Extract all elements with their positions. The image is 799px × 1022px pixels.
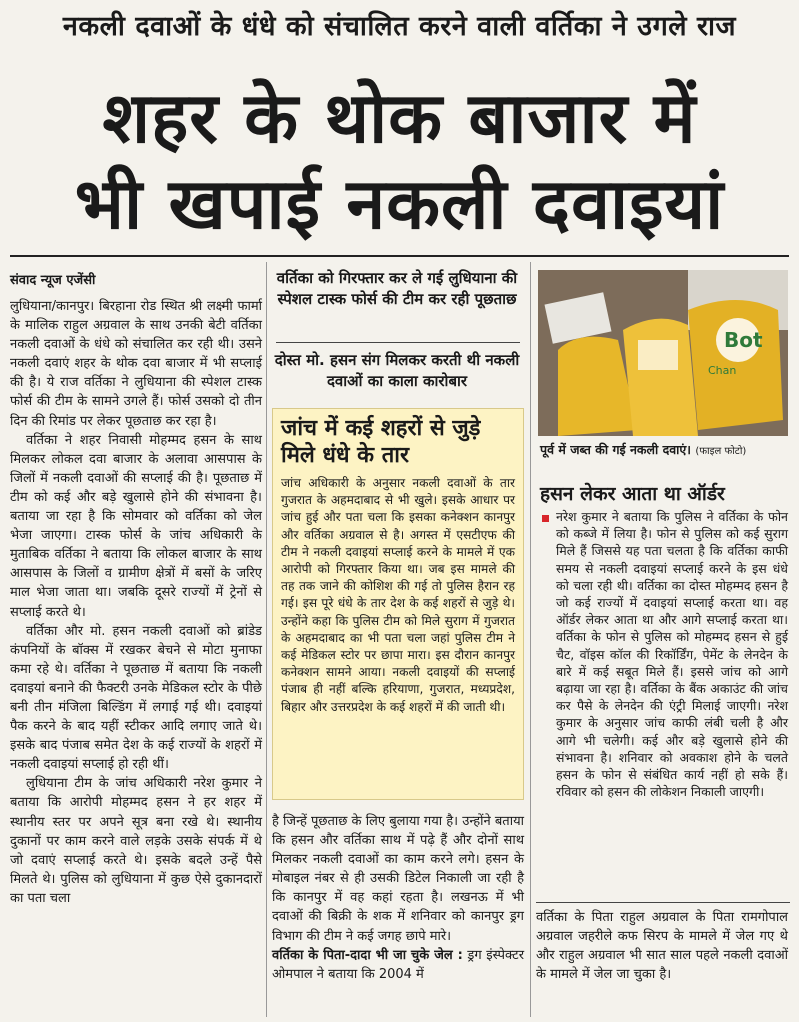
- right-column: [556, 508, 788, 800]
- right-bottom-column: [536, 908, 788, 984]
- kicker: नकली दवाओं के धंधे को संचालित करने वाली वर्तिका ने उगले राज: [62, 11, 737, 42]
- left-column: [10, 297, 262, 908]
- byline: संवाद न्यूज एजेंसी: [10, 273, 96, 288]
- left-paragraph: लुधियाना/कानपुर। बिरहाना रोड स्थित श्री लक्ष्मी फार्मा के मालिक राहुल अग्रवाल के साथ उनकी बेटी वर्तिका नकली दवाओं के धंधे को संचालित कर रही थी। उसने नकली दवाएं शहर के थोक दवा बाजार में भी सप्लाई की है। ये राज वर्तिका ने लुधियाना की स्पेशल टास्क फोर्स की टीम के सामने उगले हैं। फोर्स उसको दो तीन दिन की रिमांड पर लेकर पूछताछ कर रहा है।: [10, 299, 262, 429]
- headline-rule: [10, 255, 789, 257]
- mid-lower-tail: ड्रग इंस्पेक्टर ओमपाल ने बताया कि 2004 में: [272, 947, 525, 982]
- headline-line-2: भी खपाई नकली दवाइयां: [74, 163, 725, 245]
- mid-lower-column: [272, 812, 524, 984]
- bullet-square: [542, 515, 549, 522]
- left-paragraph: वर्तिका ने शहर निवासी मोहम्मद हसन के साथ मिलकर लोकल दवा बाजार के अलावा आसपास के जिलों में नकली दवाओं की सप्लाई की है। पूछताछ में टीम को कई और बड़े खुलासे होने की संभावना है। बताया जा रहा है कि सोमवार को वर्तिका को जेल भेजा जाएगा। टास्क फोर्स के जांच अधिकारी के मुताबिक वर्तिका ने बताया कि लोकल बाजार के साथ आसपास के जिलों व ग्रामीण क्षेत्रों में बसों के जरिए माल भेजा जाता था। जबकि दूसरे राज्यों में ट्रेनों से सप्लाई करते थे।: [10, 432, 262, 620]
- right-bottom-text: वर्तिका के पिता राहुल अग्रवाल के पिता रामगोपाल अग्रवाल जहरीले कफ सिरप के मामले में जेल गए थे और राहुल अग्रवाल भी सात साल पहले नकली दवाओं के मामले में जेल जा चुका है।: [536, 910, 788, 983]
- pkg-label: Bot: [724, 328, 763, 352]
- headline-line-1: शहर के थोक बाजार में: [102, 77, 697, 159]
- highlight-box: [272, 408, 524, 800]
- highlight-text: जांच अधिकारी के अनुसार नकली दवाओं के तार गुजरात के अहमदाबाद से भी खुले। इसके आधार पर जांच हुई और पता चला कि इसका कनेक्शन कानपुर और वर्तिका अग्रवाल से है। अगस्त में एसटीएफ की टीम ने नकली दवाइयां सप्लाई करने के मामले में एक आरोपी को गिरफ्तार किया था। जब इस मामले की तह तक जाने की कोशिश की गई तो पुलिस हैरान रह गई। इस पूरे धंधे के तार देश के कई शहरों से जुड़े थे। उन्होंने कहा कि पुलिस टीम को मिले सुराग में गुजरात के अहमदाबाद का भी पता चला जहां पुलिस टीम ने कई मेडिकल स्टोर पर छापा मारा। इस दौरान कानपुर कनेक्शन सामने आया। नकली दवाइयों की सप्लाई पंजाब ही नहीं बल्कि हरियाणा, गुजरात, मध्यप्रदेश, बिहार और उत्तरप्रदेश के कई शहरों में की जाती थी।: [281, 476, 515, 714]
- highlight-heading: जांच में कई शहरों से जुड़े मिले धंधे के तार: [281, 416, 481, 468]
- mid-subhead-1: वर्तिका को गिरफ्तार कर ले गई लुधियाना की स्पेशल टास्क फोर्स की टीम कर रही पूछताछ: [276, 269, 518, 308]
- photo-caption-text: पूर्व में जब्त की गई नकली दवाएं।: [540, 442, 692, 457]
- mid-subhead-2: दोस्त मो. हसन संग मिलकर करती थी नकली दवाओं का काला कारोबार: [274, 351, 520, 390]
- left-paragraph: लुधियाना टीम के जांच अधिकारी नरेश कुमार ने बताया कि आरोपी मोहम्मद हसन ने हर शहर में स्थानीय स्तर पर अपने सूत्र बना रखे थे। स्थानीय दुकानों पर काम करने वाले लड़के उसके संपर्क में थे जो दवाएं सप्लाई करते थे। इसके बदले उन्हें पैसे मिलते थे। पुलिस को लुधियाना में कुछ ऐसे दुकानदारों का पता चला: [10, 776, 262, 906]
- column-divider: [266, 262, 267, 1017]
- left-paragraph: वर्तिका और मो. हसन नकली दवाओं को ब्रांडेड कंपनियों के बॉक्स में रखकर बेचने से मोटा मुनाफा कमा रहे थे। वर्तिका ने पूछताछ में बताया कि नकली दवाइयां बनाने की फैक्टरी उनके मेडिकल स्टोर के पीछे बनी तीन मंजिला बिल्डिंग में लगाई गई थी। दवाइयां पैक करने के बाद यहीं स्टीकर आदि लगाए जाते थे। इसके बाद पंजाब समेत देश के कई राज्यों के शहरों में नकली दवाइयां सप्लाई हो रही थीं।: [10, 623, 262, 773]
- medicine-photo: [538, 270, 788, 436]
- mid-lower-text: है जिन्हें पूछताछ के लिए बुलाया गया है। उन्होंने बताया कि हसन और वर्तिका साथ में पढ़े हैं और दोनों साथ मिलकर नकली दवाओं का काम करने लगे। हसन के मोबाइल नंबर से ही उसकी डिटेल निकाली जा रही है कि कानपुर में वह कहां रहता है। लखनऊ में भी दवाओं की बिक्री के शक में शनिवार को कानपुर ड्रग विभाग की टीम ने कई जगह छापे मारे।: [272, 814, 524, 944]
- photo-credit: (फाइल फोटो): [695, 446, 747, 457]
- mid-divider: [276, 342, 520, 343]
- photo-caption: [540, 441, 790, 458]
- mid-lower-lead: वर्तिका के पिता-दादा भी जा चुके जेल :: [272, 947, 463, 963]
- right-subheading: हसन लेकर आता था ऑर्डर: [540, 483, 725, 505]
- column-divider: [530, 262, 531, 1017]
- medicine-packets-image: [538, 270, 788, 436]
- right-divider: [536, 902, 790, 903]
- right-text: नरेश कुमार ने बताया कि पुलिस ने वर्तिका के फोन को कब्जे में लिया है। फोन से पुलिस को कई सुराग मिले हैं जिससे यह पता चलता है कि वर्तिका काफी समय से नकली दवाइयां सप्लाई करने के इस धंधे को चला रही थी। वर्तिका का दोस्त मोहम्मद हसन है जो कई राज्यों में दवाइयां सप्लाई करता था। वह ऑर्डर लेकर आता था और आगे सप्लाई करता था। वर्तिका के फोन से पुलिस को मोहम्मद हसन से हुई चैट, वॉइस कॉल की रिकॉर्डिंग, पेमेंट के लेनदेन के बारे में कई सबूत मिले हैं। इससे जांच को आगे बढ़ाया जा रहा है। वर्तिका के बैंक अकाउंट की जांच कर पैसे के लेनदेन की एंट्री मिलाई जाएगी। नरेश कुमार के अनुसार जांच काफी लंबी चली है और आगे भी चलेगी। कई और बड़े खुलासे होने की संभावना है। शनिवार को अवकाश होने के चलते हसन के फोन से संबंधित कार्य नहीं हो सके हैं। रविवार को हसन की लोकेशन निकाली जाएगी।: [556, 509, 788, 800]
- pkg-sublabel: Chan: [708, 364, 737, 377]
